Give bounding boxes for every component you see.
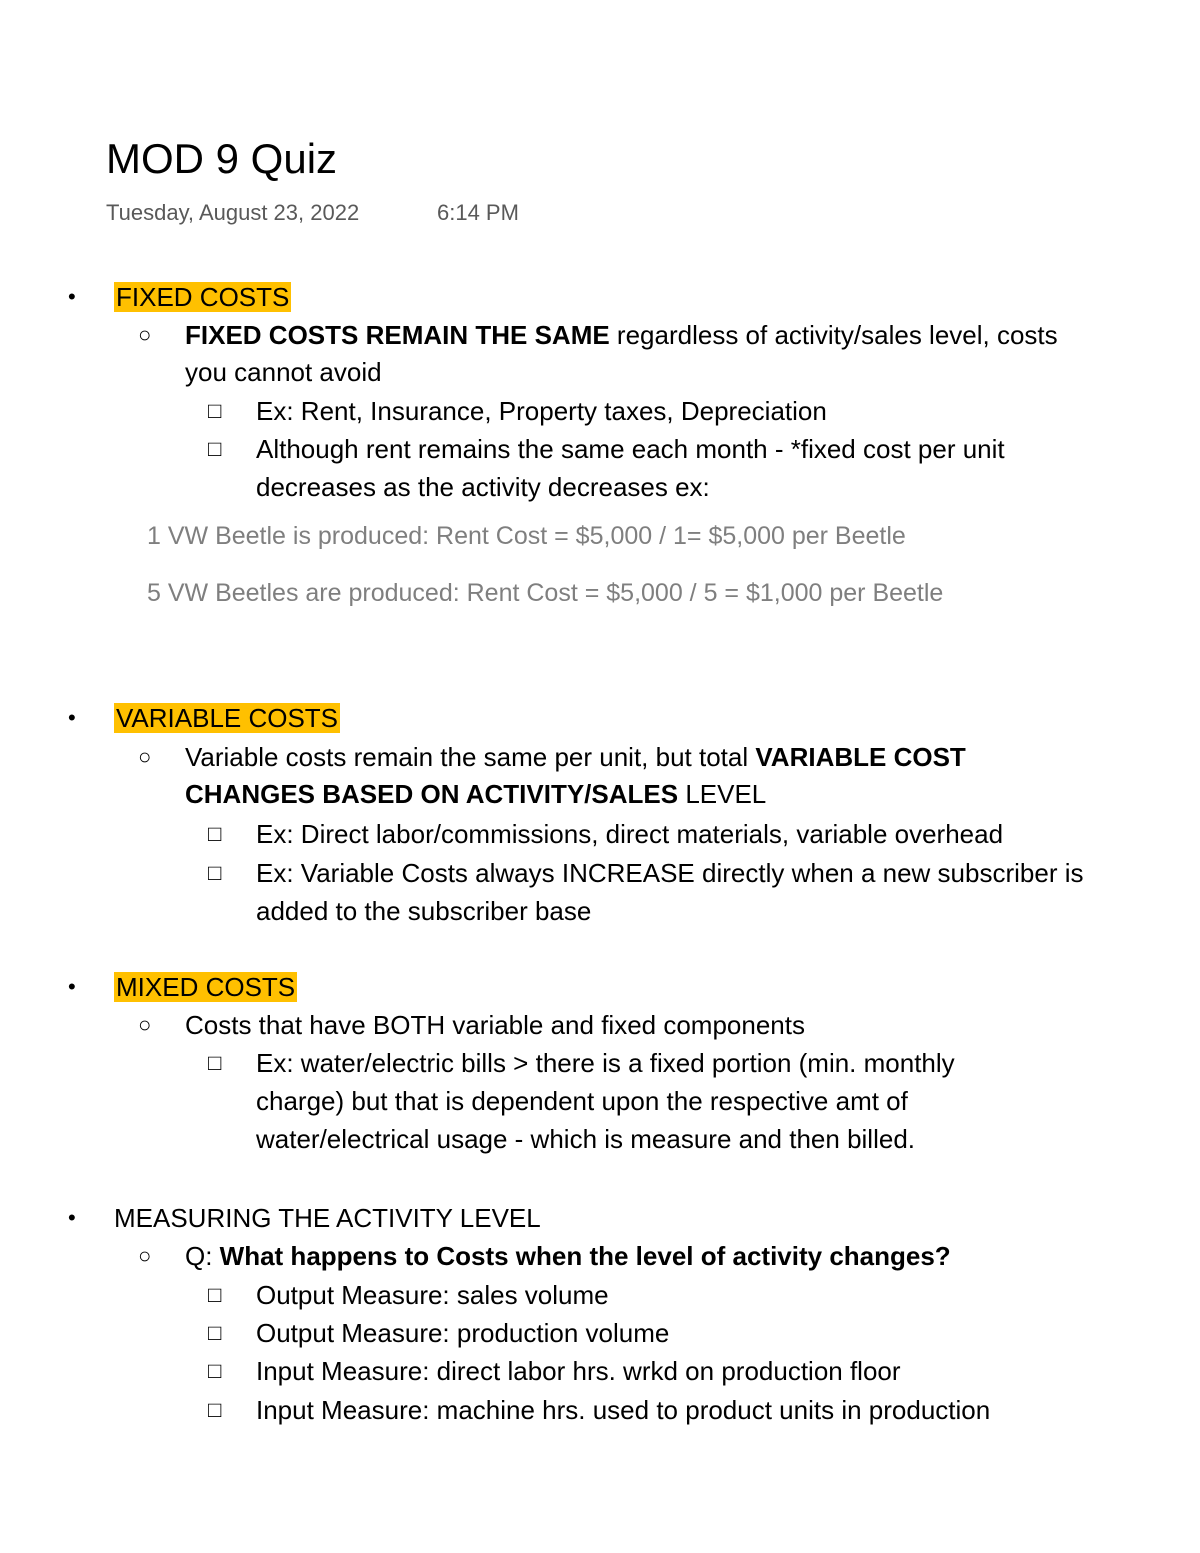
bullet-icon: • <box>68 1205 76 1230</box>
note-meta <box>106 198 519 228</box>
highlight: FIXED COSTS <box>116 282 290 312</box>
square-bullet-icon: □ <box>208 1397 222 1422</box>
mixed-costs-example-cont: charge) but that is dependent upon the respective amt of <box>256 1086 908 1116</box>
plain-text: Q: <box>185 1241 220 1271</box>
square-bullet-icon: □ <box>208 436 222 461</box>
circle-bullet-icon: ○ <box>138 1243 152 1268</box>
variable-costs-subscriber-cont: added to the subscriber base <box>256 896 592 926</box>
plain-text: LEVEL <box>678 779 767 809</box>
fixed-costs-definition-cont: you cannot avoid <box>185 357 382 387</box>
circle-bullet-icon: ○ <box>138 744 152 769</box>
bold-text: What happens to Costs when the level of activity changes? <box>219 1241 951 1271</box>
square-bullet-icon: □ <box>208 1320 222 1345</box>
variable-costs-definition-cont <box>185 775 766 813</box>
mixed-costs-example: Ex: water/electric bills > there is a fixed portion (min. monthly <box>256 1048 955 1078</box>
fixed-costs-rent-note-cont: decreases as the activity decreases ex: <box>256 472 710 502</box>
beetle-example-1: 1 VW Beetle is produced: Rent Cost = $5,000 / 1= $5,000 per Beetle <box>147 522 906 550</box>
square-bullet-icon: □ <box>208 1050 222 1075</box>
bold-text: VARIABLE COST <box>755 742 966 772</box>
bold-text: FIXED COSTS REMAIN THE SAME <box>185 320 610 350</box>
highlight: VARIABLE COSTS <box>116 703 339 733</box>
square-bullet-icon: □ <box>208 1358 222 1383</box>
page-title: MOD 9 Quiz <box>106 135 338 182</box>
highlight: MIXED COSTS <box>116 972 296 1002</box>
fixed-costs-example: Ex: Rent, Insurance, Property taxes, Depreciation <box>256 396 827 426</box>
beetle-example-5: 5 VW Beetles are produced: Rent Cost = $5,000 / 5 = $1,000 per Beetle <box>147 579 944 607</box>
plain-text: Variable costs remain the same per unit, but total <box>185 742 756 772</box>
variable-costs-heading <box>114 699 340 737</box>
fixed-costs-definition <box>185 316 1058 354</box>
square-bullet-icon: □ <box>208 821 222 846</box>
circle-bullet-icon: ○ <box>138 322 152 347</box>
measuring-heading: MEASURING THE ACTIVITY LEVEL <box>114 1203 541 1233</box>
bullet-icon: • <box>68 705 76 730</box>
bold-text: CHANGES BASED ON ACTIVITY/SALES <box>185 779 679 809</box>
circle-bullet-icon: ○ <box>138 1012 152 1037</box>
fixed-costs-heading <box>114 278 291 316</box>
measure-item: Input Measure: direct labor hrs. wrkd on production floor <box>256 1356 901 1386</box>
fixed-costs-rent-note: Although rent remains the same each month - *fixed cost per unit <box>256 434 1005 464</box>
variable-costs-subscriber: Ex: Variable Costs always INCREASE directly when a new subscriber is <box>256 858 1084 888</box>
variable-costs-definition <box>185 738 966 776</box>
square-bullet-icon: □ <box>208 1282 222 1307</box>
mixed-costs-example-cont2: water/electrical usage - which is measure and then billed. <box>256 1124 916 1154</box>
note-date: Tuesday, August 23, 2022 <box>106 200 360 225</box>
plain-text: regardless of activity/sales level, costs <box>609 320 1058 350</box>
bullet-icon: • <box>68 284 76 309</box>
square-bullet-icon: □ <box>208 398 222 423</box>
measure-item: Output Measure: sales volume <box>256 1280 609 1310</box>
variable-costs-example: Ex: Direct labor/commissions, direct materials, variable overhead <box>256 819 1004 849</box>
mixed-costs-heading <box>114 968 297 1006</box>
bullet-icon: • <box>68 974 76 999</box>
measuring-question <box>185 1237 951 1275</box>
note-time: 6:14 PM <box>437 200 519 225</box>
measure-item: Output Measure: production volume <box>256 1318 670 1348</box>
square-bullet-icon: □ <box>208 860 222 885</box>
measure-item: Input Measure: machine hrs. used to product units in production <box>256 1395 991 1425</box>
mixed-costs-definition: Costs that have BOTH variable and fixed components <box>185 1010 805 1040</box>
